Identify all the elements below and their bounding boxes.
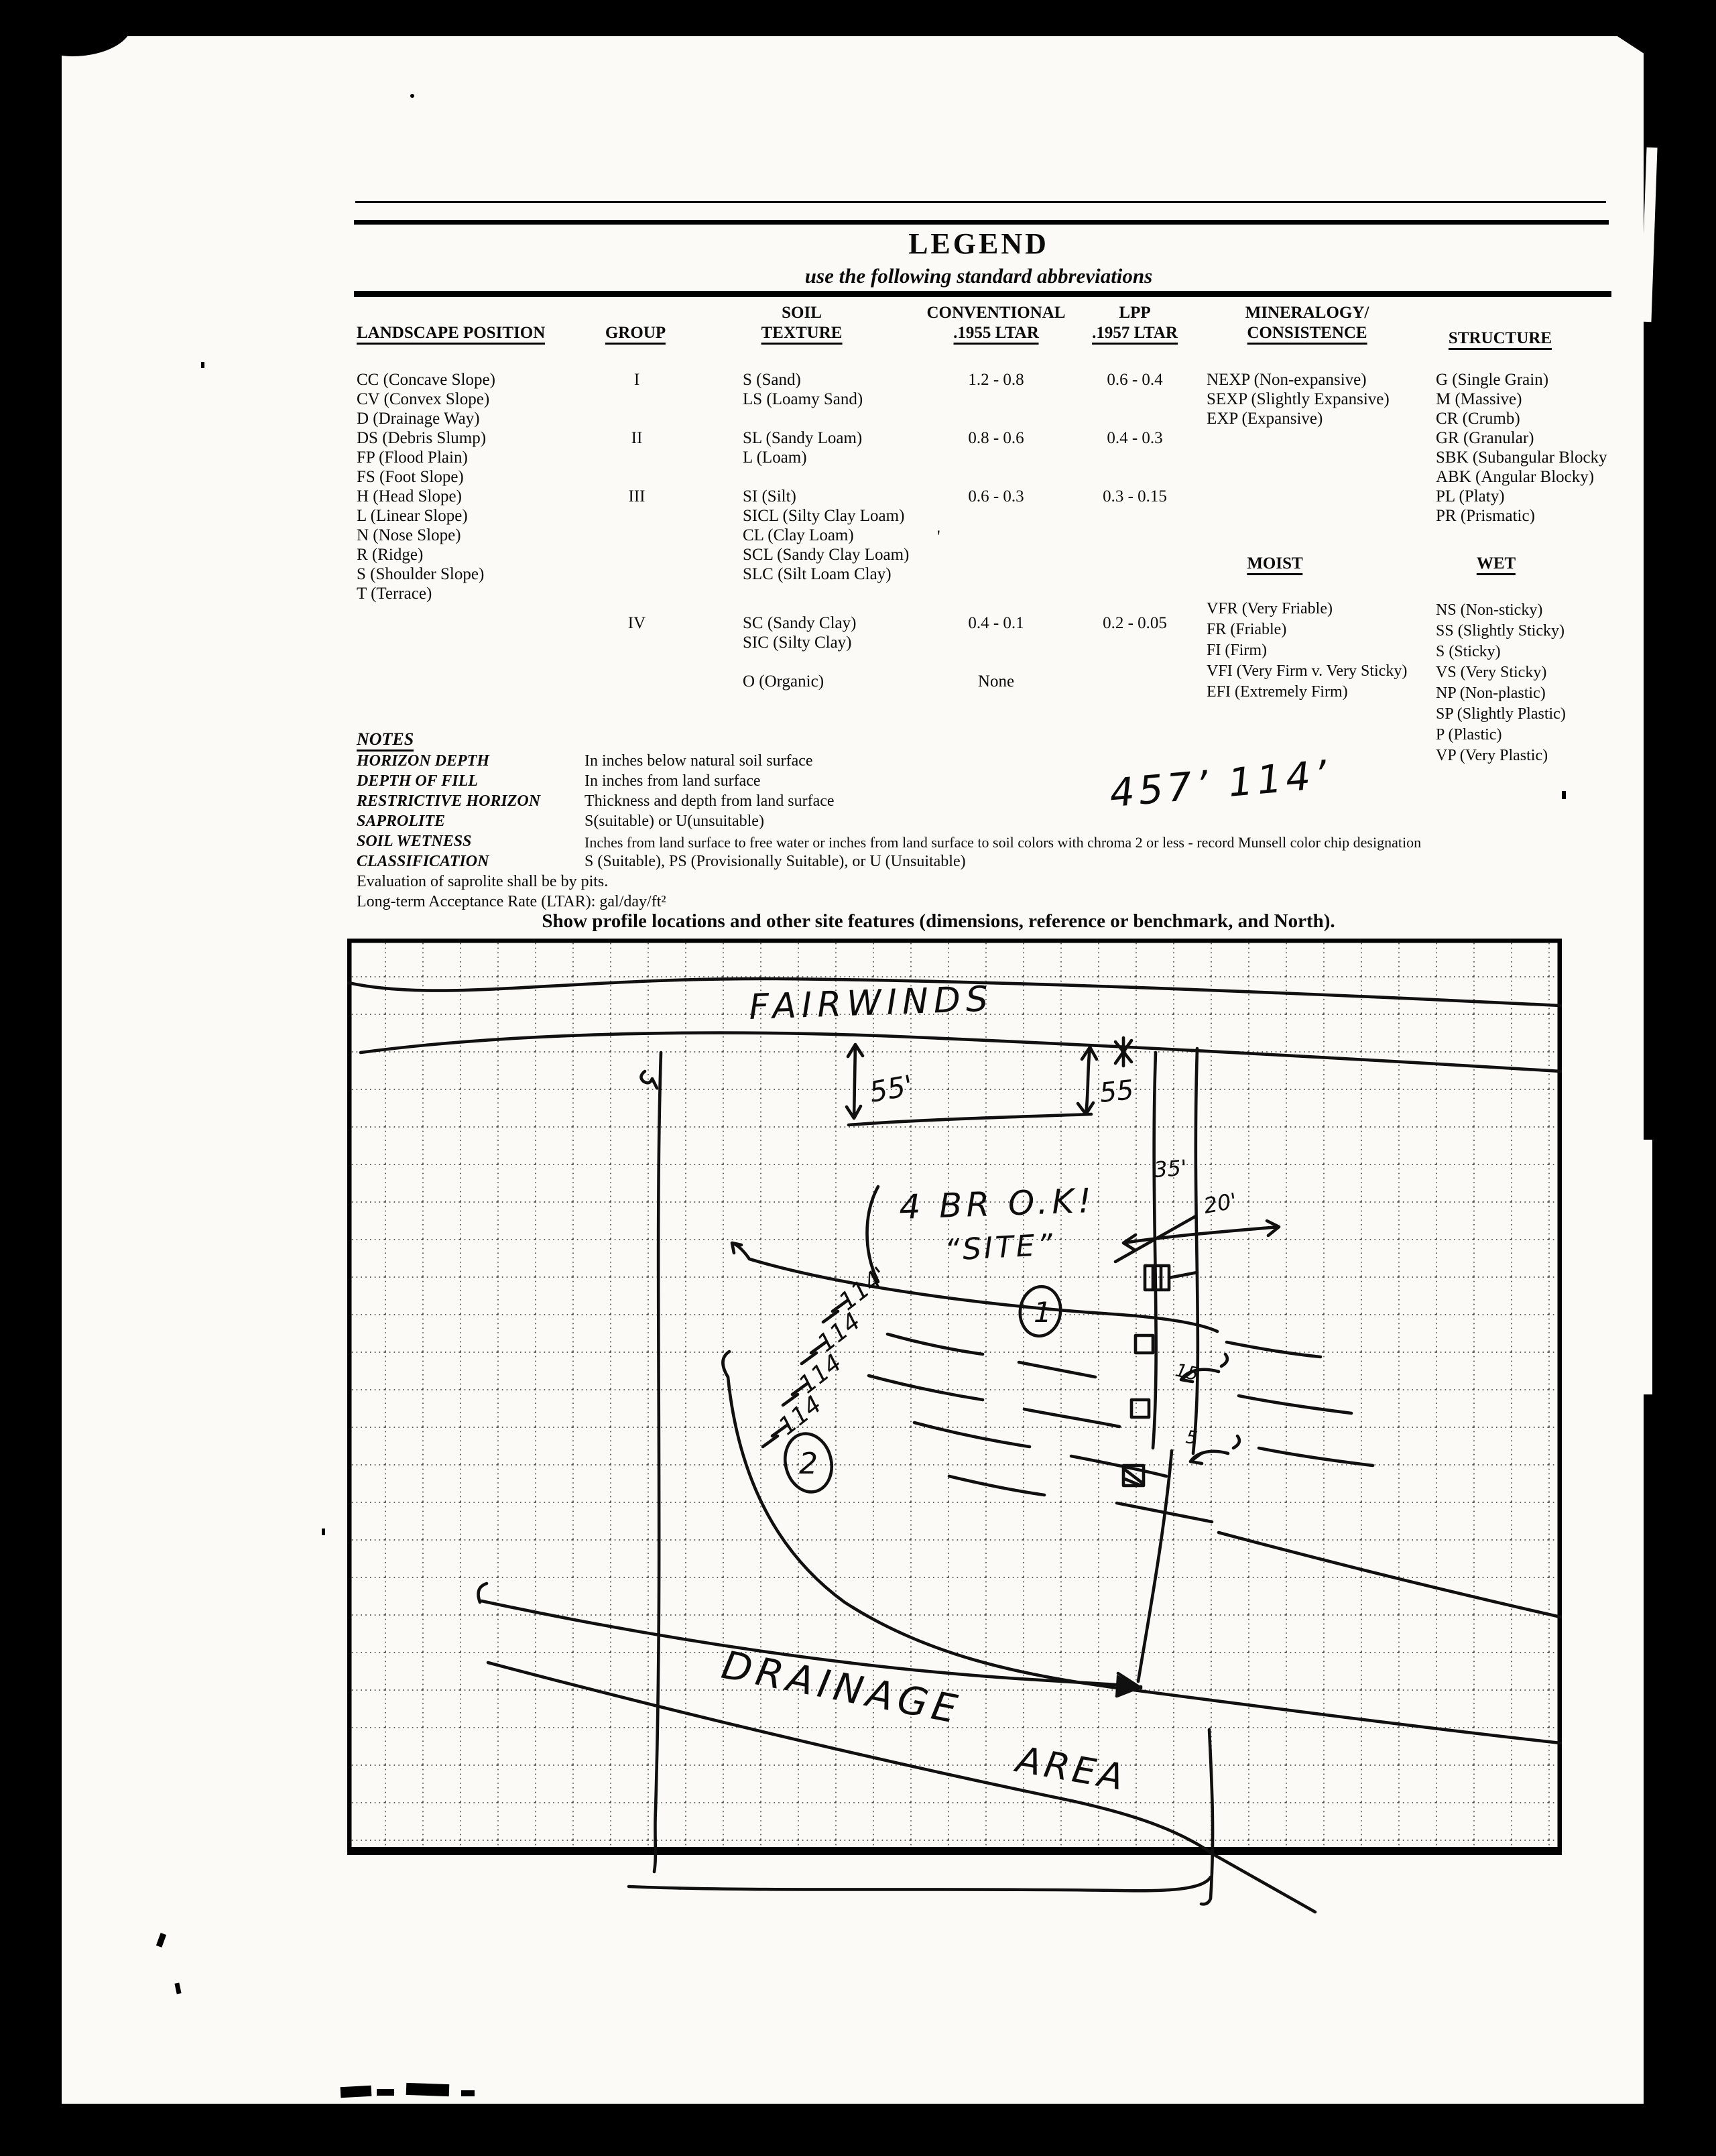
list-item: NEXP (Non-expansive) (1207, 371, 1367, 389)
list-item: N (Nose Slope) (357, 526, 461, 544)
ltar-conventional-value: 1.2 - 0.8 (968, 371, 1024, 389)
col-header-1955-ltar: .1955 LTAR (953, 324, 1039, 345)
note-definition: Inches from land surface to free water or inches from land surface to soil colors with chroma 2 or less - record Munsell color chip designation (585, 834, 1422, 851)
list-item: SIC (Silty Clay) (743, 634, 852, 652)
col-header-consistence: CONSISTENCE (1247, 324, 1367, 345)
scan-mark-top (933, 11, 976, 23)
note-label: CLASSIFICATION (357, 853, 489, 870)
scan-speck-3 (410, 94, 414, 98)
notes-heading-label: NOTES (357, 729, 414, 752)
col-header-landscape-label: LANDSCAPE POSITION (357, 324, 545, 345)
col-header-landscape (357, 323, 545, 343)
list-item: SBK (Subangular Blocky (1436, 448, 1607, 467)
ltar-conventional-value: 0.4 - 0.1 (968, 614, 1024, 632)
col-header-lpp-line1: LPP (1119, 304, 1151, 322)
handwritten-measurements: 457’ 114’ (1107, 751, 1333, 817)
list-item: CL (Clay Loam) (743, 526, 854, 544)
list-item: ABK (Angular Blocky) (1436, 468, 1595, 486)
list-item: CR (Crumb) (1436, 410, 1520, 428)
note-label: DEPTH OF FILL (357, 772, 478, 790)
col-header-wet-label: WET (1477, 554, 1516, 575)
notes-heading (357, 729, 414, 750)
ltar-lpp-value: 0.6 - 0.4 (1107, 371, 1163, 389)
col-header-texture: TEXTURE (761, 324, 843, 345)
col-header-conventional-line1: CONVENTIONAL (926, 304, 1066, 322)
dimension-label-20: 20' (1201, 1187, 1239, 1219)
scan-speck-5 (1562, 791, 1566, 799)
contour-label: 114 (794, 1349, 847, 1400)
list-item: S (Shoulder Slope) (357, 565, 485, 583)
profile-number-2: 2 (799, 1447, 818, 1481)
note-definition: In inches below natural soil surface (585, 752, 813, 770)
rule-subtitle-thick (354, 291, 1611, 297)
list-item: SEXP (Slightly Expansive) (1207, 390, 1390, 408)
area-label: AREA (1013, 1738, 1130, 1799)
list-item: SL (Sandy Loam) (743, 429, 863, 447)
list-item: VFI (Very Firm v. Very Sticky) (1207, 662, 1408, 680)
list-item: NP (Non-plastic) (1436, 684, 1546, 702)
col-header-lpp (1092, 303, 1178, 343)
texture-organic (743, 672, 824, 691)
scan-mark-bottom-3 (406, 2083, 450, 2096)
list-item: EXP (Expansive) (1207, 410, 1323, 428)
col-header-group-label: GROUP (605, 324, 666, 345)
list-item: L (Linear Slope) (357, 507, 468, 525)
list-item: SP (Slightly Plastic) (1436, 705, 1566, 723)
scan-edge-right (1644, 0, 1716, 2156)
ltar-lpp-value: 0.4 - 0.3 (1107, 429, 1163, 447)
ltar-lpp-value: 0.3 - 0.15 (1103, 487, 1167, 505)
group-numeral: I (633, 371, 640, 389)
notes-ltar-line: Long-term Acceptance Rate (LTAR): gal/day/ft² (357, 893, 666, 910)
list-item: R (Ridge) (357, 546, 424, 564)
list-item: FR (Friable) (1207, 621, 1287, 638)
note-definition: In inches from land surface (585, 772, 761, 790)
profile-number-1: 1 (1034, 1296, 1052, 1329)
list-item: FP (Flood Plain) (357, 448, 468, 467)
list-item: DS (Debris Slump) (357, 429, 487, 447)
texture-list-group-3 (743, 487, 909, 584)
list-item: S (Sticky) (1436, 643, 1501, 660)
list-item: EFI (Extremely Firm) (1207, 683, 1348, 701)
ltar-conventional-value: None (977, 672, 1015, 691)
group-numeral: IV (627, 614, 646, 632)
list-item: CV (Convex Slope) (357, 390, 490, 408)
contour-label: 114 (812, 1307, 866, 1358)
col-header-mineralogy-line1: MINERALOGY/ (1245, 304, 1369, 322)
list-item: D (Drainage Way) (357, 410, 480, 428)
structure-list (1436, 370, 1607, 526)
list-item: SI (Silt) (743, 487, 796, 505)
col-header-wet (1477, 554, 1516, 574)
list-item: GR (Granular) (1436, 429, 1534, 447)
note-definition: S (Suitable), PS (Provisionally Suitable), or U (Unsuitable) (585, 853, 966, 870)
list-item: SICL (Silty Clay Loam) (743, 507, 905, 525)
marker-label-15: 15 (1173, 1360, 1201, 1385)
col-header-moist (1247, 554, 1302, 574)
list-item: PL (Platy) (1436, 487, 1505, 505)
scan-mark-bottom-2 (377, 2089, 394, 2096)
moist-list (1207, 599, 1407, 703)
list-item: SLC (Silt Loam Clay) (743, 565, 892, 583)
ltar-conventional-value: 0.6 - 0.3 (968, 487, 1024, 505)
contour-label: 114' (834, 1262, 893, 1317)
page-title: LEGEND (908, 227, 1049, 260)
scan-speck-6 (322, 1529, 325, 1535)
stray-mark: ' (937, 527, 940, 546)
list-item: M (Massive) (1436, 390, 1522, 408)
list-item: LS (Loamy Sand) (743, 390, 863, 408)
list-item: FI (Firm) (1207, 642, 1267, 659)
list-item: G (Single Grain) (1436, 371, 1549, 389)
ltar-conventional-value: 0.8 - 0.6 (968, 429, 1024, 447)
scan-mark-bottom-1 (341, 2086, 372, 2098)
scan-sliver-right-2 (1644, 1140, 1652, 1394)
scan-edge-left (0, 0, 62, 2156)
list-item: L (Loam) (743, 448, 807, 467)
dimension-label-35: 35' (1152, 1154, 1188, 1183)
page-subtitle: use the following standard abbreviations (804, 264, 1153, 288)
col-header-moist-label: MOIST (1247, 554, 1302, 575)
note-label: SOIL WETNESS (357, 833, 472, 850)
group-numeral: II (631, 429, 643, 447)
texture-list-group-4 (743, 613, 856, 652)
texture-list-group-2 (743, 428, 862, 467)
col-header-conventional (927, 303, 1066, 343)
group-numeral: III (628, 487, 646, 505)
sketch-instruction: Show profile locations and other site features (dimensions, reference or benchmark, and North). (542, 910, 1335, 932)
note-label: RESTRICTIVE HORIZON (357, 792, 541, 810)
col-header-1957-ltar: .1957 LTAR (1092, 324, 1178, 345)
scan-mark-bottom-4 (461, 2090, 475, 2096)
list-item: SCL (Sandy Clay Loam) (743, 546, 910, 564)
contour-label: 114 (774, 1390, 827, 1441)
scan-edge-top (0, 0, 1716, 36)
under-border-line (629, 1877, 1211, 1891)
scan-speck-4 (201, 362, 204, 368)
col-header-soil-texture (761, 303, 843, 343)
col-header-group (605, 323, 666, 343)
ltar-lpp-value: 0.2 - 0.05 (1103, 614, 1167, 632)
list-item: S (Sand) (743, 371, 801, 389)
marker-label-5: 5 (1184, 1427, 1199, 1449)
list-item: SS (Slightly Sticky) (1436, 622, 1565, 640)
landscape-position-list (357, 370, 495, 603)
wet-list (1436, 600, 1566, 766)
note-definition: S(suitable) or U(unsuitable) (585, 813, 764, 830)
mineralogy-list (1207, 370, 1390, 428)
list-item: O (Organic) (743, 672, 824, 691)
house-label: 4 BR O.K! (898, 1181, 1096, 1227)
list-item: P (Plastic) (1436, 726, 1502, 743)
col-header-structure-label: STRUCTURE (1449, 329, 1552, 350)
drainage-label: DRAINAGE (718, 1641, 966, 1733)
notes-saprolite-line: Evaluation of saprolite shall be by pits. (357, 873, 609, 890)
col-header-structure (1449, 328, 1552, 349)
list-item: CC (Concave Slope) (357, 371, 495, 389)
road-name-label: FAIRWINDS (748, 979, 994, 1028)
list-item: NS (Non-sticky) (1436, 601, 1543, 619)
col-header-soil: SOIL (782, 304, 822, 322)
list-item: SC (Sandy Clay) (743, 614, 857, 632)
note-definition: Thickness and depth from land surface (585, 792, 835, 810)
list-item: VFR (Very Friable) (1207, 600, 1333, 617)
rule-top-thick (354, 220, 1609, 225)
site-label: “SITE” (943, 1227, 1056, 1268)
list-item: VS (Very Sticky) (1436, 664, 1547, 681)
note-label: SAPROLITE (357, 813, 446, 830)
list-item: H (Head Slope) (357, 487, 462, 505)
note-label: HORIZON DEPTH (357, 752, 489, 770)
rule-top-thin (355, 201, 1606, 203)
list-item: FS (Foot Slope) (357, 468, 464, 486)
site-sketch (347, 939, 1562, 1924)
texture-list-group-1 (743, 370, 863, 409)
list-item: PR (Prismatic) (1436, 507, 1535, 525)
col-header-mineralogy (1245, 303, 1369, 343)
scan-edge-bottom (0, 2104, 1716, 2156)
list-item: VP (Very Plastic) (1436, 747, 1548, 764)
dimension-label-55-right: 55 (1098, 1074, 1136, 1109)
dimension-label-55-left: 55' (867, 1069, 916, 1109)
list-item: T (Terrace) (357, 585, 432, 603)
